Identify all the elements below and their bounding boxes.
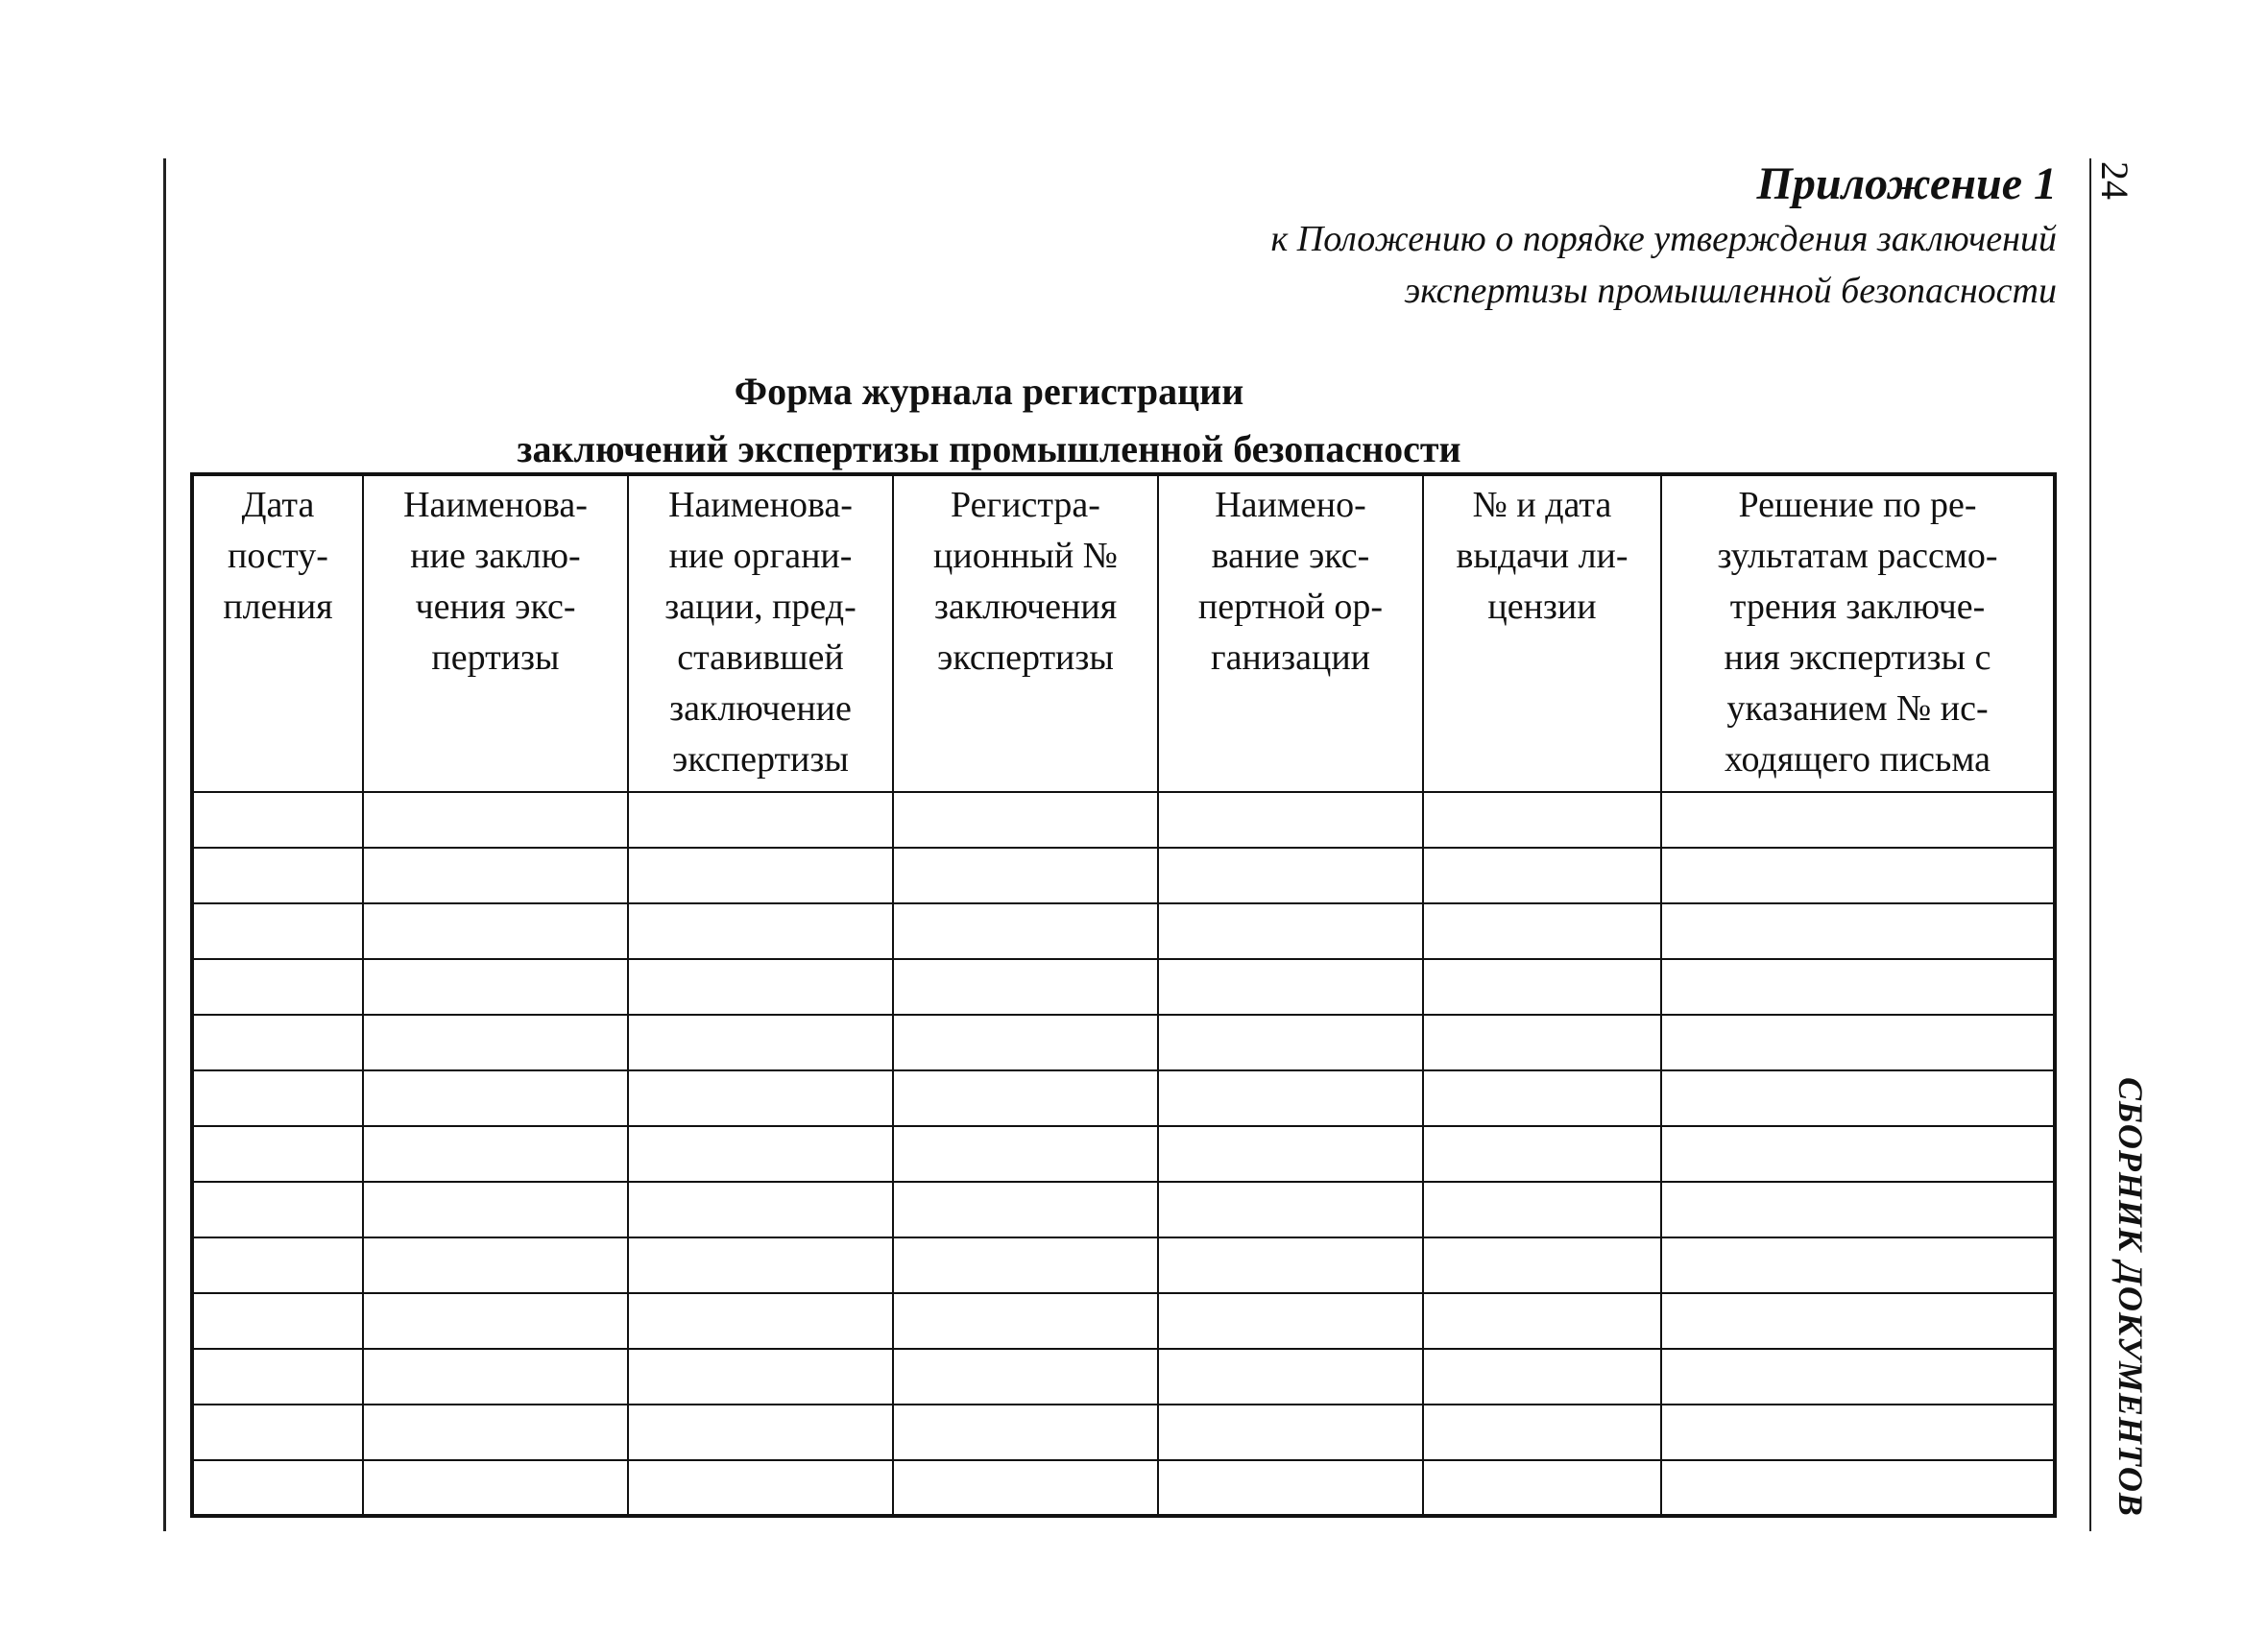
table-cell (1661, 1126, 2055, 1182)
table-cell (363, 959, 628, 1015)
table-row (192, 1460, 2055, 1516)
table-cell (1423, 903, 1661, 959)
table-row (192, 1015, 2055, 1070)
table-cell (893, 1237, 1158, 1293)
table-cell (1423, 1349, 1661, 1405)
table-cell (363, 792, 628, 848)
table-cell (192, 792, 363, 848)
table-cell (1661, 1182, 2055, 1237)
table-cell (1158, 1405, 1423, 1460)
table-cell (893, 1405, 1158, 1460)
table-cell (1158, 1460, 1423, 1516)
table-cell (893, 959, 1158, 1015)
table-cell (893, 903, 1158, 959)
table-cell (192, 1237, 363, 1293)
registration-journal-table (190, 472, 2057, 1518)
table-cell (628, 959, 893, 1015)
table-row (192, 1182, 2055, 1237)
table-cell (628, 1460, 893, 1516)
table-cell (1661, 1405, 2055, 1460)
table-cell (1661, 1237, 2055, 1293)
table-cell (192, 1182, 363, 1237)
table-row (192, 1349, 2055, 1405)
table-cell (1423, 1070, 1661, 1126)
table-cell (628, 1182, 893, 1237)
table-cell (893, 848, 1158, 903)
table-row (192, 792, 2055, 848)
table-cell (1158, 792, 1423, 848)
table-cell (1423, 1405, 1661, 1460)
table-cell (1423, 1460, 1661, 1516)
table-cell (1158, 1182, 1423, 1237)
table-row (192, 1405, 2055, 1460)
table-cell (1158, 1070, 1423, 1126)
table-cell (1661, 1293, 2055, 1349)
appendix-subtitle (1001, 213, 2057, 317)
table-body (192, 792, 2055, 1516)
column-header-expert-organization: Наимено- вание экс- пертной ор- ганизации (1158, 474, 1423, 792)
page-number: 24 (2093, 161, 2136, 200)
column-header-conclusion-name: Наименова- ние заклю- чения экс- пертизы (363, 474, 628, 792)
table-cell (1158, 959, 1423, 1015)
table-cell (1661, 1070, 2055, 1126)
column-header-submitting-organization: Наименова- ние органи- зации, пред- ставившей заключение экспертизы (628, 474, 893, 792)
column-header-license-number-date: № и дата выдачи ли- цензии (1423, 474, 1661, 792)
table-cell (192, 1070, 363, 1126)
table-cell (363, 1349, 628, 1405)
form-title (192, 363, 2055, 478)
table-cell (192, 1405, 363, 1460)
table-cell (628, 1237, 893, 1293)
table-cell (363, 848, 628, 903)
table-cell (363, 1460, 628, 1516)
table-cell (893, 1349, 1158, 1405)
table-cell (192, 848, 363, 903)
table-row (192, 1070, 2055, 1126)
table-cell (1158, 1293, 1423, 1349)
table-cell (1158, 1126, 1423, 1182)
table-cell (363, 1293, 628, 1349)
table-cell (1423, 848, 1661, 903)
table-cell (192, 1293, 363, 1349)
table-cell (1423, 1237, 1661, 1293)
table-cell (1661, 1349, 2055, 1405)
table-cell (1423, 1182, 1661, 1237)
table-cell (628, 1015, 893, 1070)
table-row (192, 1126, 2055, 1182)
table-cell (628, 1349, 893, 1405)
table-cell (1158, 1349, 1423, 1405)
table-cell (1423, 1015, 1661, 1070)
table-cell (893, 1126, 1158, 1182)
table-cell (363, 903, 628, 959)
table-row (192, 1237, 2055, 1293)
table-cell (1661, 959, 2055, 1015)
table-cell (628, 1070, 893, 1126)
table-cell (1661, 848, 2055, 903)
table-cell (893, 792, 1158, 848)
table-cell (1423, 1126, 1661, 1182)
table-cell (628, 1293, 893, 1349)
column-header-receipt-date: Дата посту- пления (192, 474, 363, 792)
table-cell (628, 848, 893, 903)
table-cell (1423, 1293, 1661, 1349)
table-cell (893, 1070, 1158, 1126)
appendix-subtitle-line: к Положению о порядке утверждения заключений (1270, 219, 2057, 259)
table-cell (628, 792, 893, 848)
appendix-title: Приложение 1 (1756, 158, 2057, 209)
form-title-line: Форма журнала регистрации (734, 370, 1244, 413)
table-cell (1423, 792, 1661, 848)
column-header-registration-number: Регистра- ционный № заключения экспертизы (893, 474, 1158, 792)
table-header-row (192, 474, 2055, 792)
appendix-subtitle-line: экспертизы промышленной безопасности (1404, 271, 2057, 311)
table-cell (893, 1460, 1158, 1516)
table-row (192, 848, 2055, 903)
column-header-review-decision: Решение по ре- зультатам рассмо- трения заключе- ния экспертизы с указанием № ис- ходящего письма (1661, 474, 2055, 792)
table-row (192, 903, 2055, 959)
table-cell (363, 1070, 628, 1126)
table-cell (363, 1405, 628, 1460)
table-cell (1158, 848, 1423, 903)
table-cell (628, 1126, 893, 1182)
table-row (192, 1293, 2055, 1349)
table-cell (192, 1460, 363, 1516)
table-row (192, 959, 2055, 1015)
table-cell (192, 1349, 363, 1405)
table-cell (628, 1405, 893, 1460)
table-cell (1661, 903, 2055, 959)
table-cell (1158, 903, 1423, 959)
table-cell (192, 903, 363, 959)
table-cell (1661, 1460, 2055, 1516)
table-cell (363, 1237, 628, 1293)
table-cell (363, 1182, 628, 1237)
table-cell (1423, 959, 1661, 1015)
table-cell (893, 1015, 1158, 1070)
table-cell (893, 1293, 1158, 1349)
side-running-title: СБОРНИК ДОКУМЕНТОВ (2111, 1077, 2150, 1517)
table-cell (1661, 1015, 2055, 1070)
table-cell (192, 1126, 363, 1182)
table-cell (363, 1126, 628, 1182)
table-cell (1158, 1237, 1423, 1293)
table-cell (628, 903, 893, 959)
table-cell (363, 1015, 628, 1070)
table-cell (1158, 1015, 1423, 1070)
table-cell (1661, 792, 2055, 848)
right-margin-rule (2089, 158, 2091, 1531)
table-cell (893, 1182, 1158, 1237)
table-cell (192, 959, 363, 1015)
table-cell (192, 1015, 363, 1070)
form-title-line: заключений экспертизы промышленной безопасности (517, 427, 1461, 470)
